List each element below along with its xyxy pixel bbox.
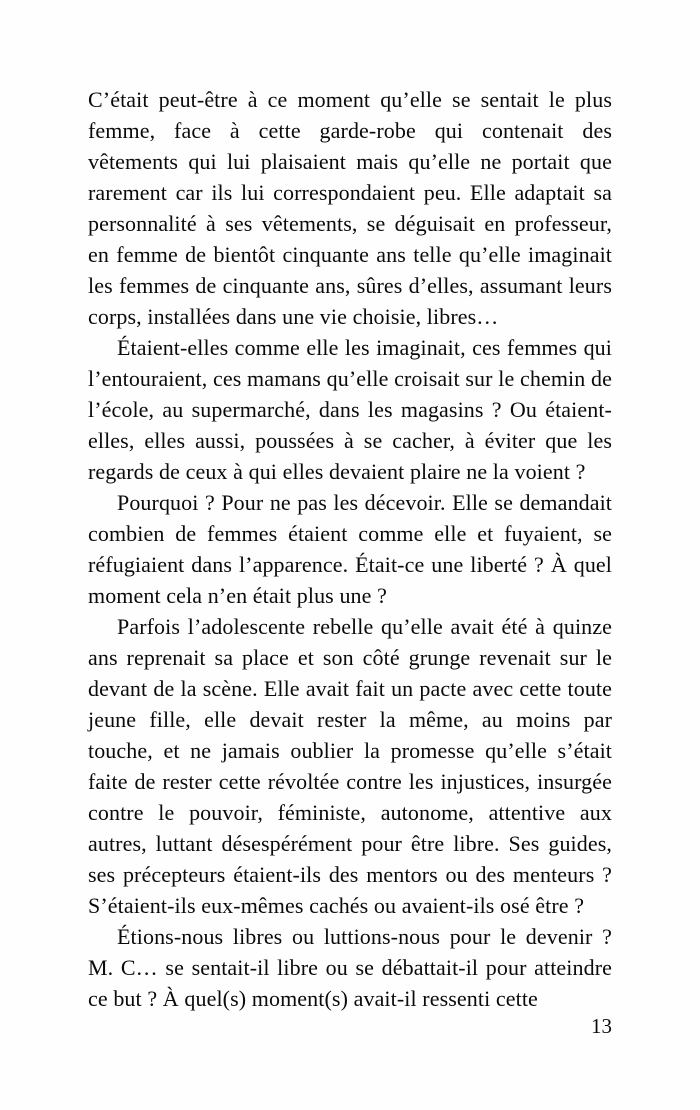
body-paragraph: Pourquoi ? Pour ne pas les décevoir. Elle se demandait combien de femmes étaient comme elle et fuyaient, se réfugiaient dans l’apparence. Était-ce une liberté ? À quel moment cela n’en était plus une ? [88,490,612,608]
page-body [88,84,612,1014]
body-paragraph: Étaient-elles comme elle les imaginait, ces femmes qui l’entouraient, ces mamans qu’elle croisait sur le chemin de l’école, au supermarché, dans les magasins ? Ou étaient-elles, elles aussi, poussées à se cacher, à éviter que les regards de ceux à qui elles devaient plaire ne la voient ? [88,335,612,484]
page-number: 13 [591,1014,612,1038]
body-paragraph: Étions-nous libres ou luttions-nous pour le devenir ? M. C… se sentait-il libre ou se débattait-il pour atteindre ce but ? À quel(s) moment(s) avait-il ressenti cette [88,924,612,1011]
body-paragraph: Parfois l’adolescente rebelle qu’elle avait été à quinze ans reprenait sa place et son côté grunge revenait sur le devant de la scène. Elle avait fait un pacte avec cette toute jeune fille, elle devait rester la même, au moins par touche, et ne jamais oublier la promesse qu’elle s’était faite de rester cette révoltée contre les injustices, insurgée contre le pouvoir, féministe, autonome, attentive aux autres, luttant désespérément pour être libre. Ses guides, ses précepteurs étaient-ils des mentors ou des menteurs ? S’étaient-ils eux-mêmes cachés ou avaient-ils osé être ? [88,614,612,918]
body-paragraph: C’était peut-être à ce moment qu’elle se sentait le plus femme, face à cette garde-robe qui contenait des vêtements qui lui plaisaient mais qu’elle ne portait que rarement car ils lui correspondaient peu. Elle adaptait sa personnalité à ses vêtements, se déguisait en professeur, en femme de bientôt cinquante ans telle qu’elle imaginait les femmes de cinquante ans, sûres d’elles, assumant leurs corps, installées dans une vie choisie, libres… [88,87,612,329]
